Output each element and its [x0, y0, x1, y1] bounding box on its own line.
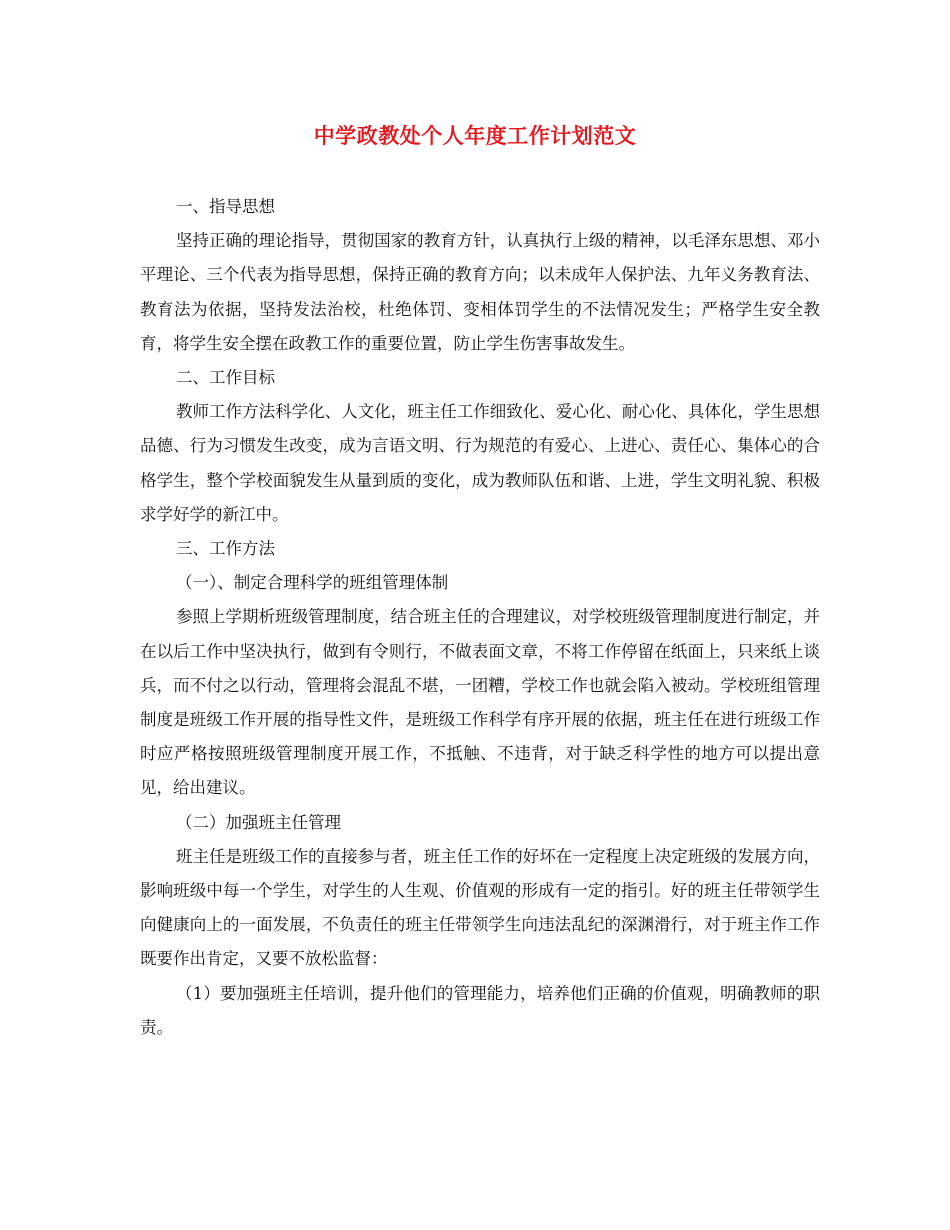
heading-work-goals: 二、工作目标: [176, 368, 275, 388]
paragraph: 教师工作方法科学化、人文化，班主任工作细致化、爱心化、耐心化、具体化，学生思想品德、行为习惯发生改变，成为言语文明、行为规范的有爱心、上进心、责任心、集体心的合格学生，整个学校面貌发生从量到质的变化，成为教师队伍和谐、上进，学生文明礼貌、积极求学好学的新江中。: [140, 402, 820, 524]
paragraph: 坚持正确的理论指导，贯彻国家的教育方针，认真执行上级的精神，以毛泽东思想、邓小平理论、三个代表为指导思想，保持正确的教育方向；以未成年人保护法、九年义务教育法、教育法为依据，坚持发法治校，杜绝体罚、变相体罚学生的不法情况发生；严格学生安全教育，将学生安全摆在政教工作的重要位置，防止学生伤害事故发生。: [140, 231, 820, 353]
subheading: （二）加强班主任管理: [176, 812, 341, 832]
heading-guiding-ideology: 一、指导思想: [176, 197, 275, 216]
paragraph: 参照上学期析班级管理制度，结合班主任的合理建议，对学校班级管理制度进行制定，并在以后工作中坚决执行，做到有令则行，不做表面文章，不将工作停留在纸面上，只来纸上谈兵，而不付之以行动，管理将会混乱不堪，一团糟，学校工作也就会陷入被动。学校班组管理制度是班级工作开展的指导性文件，是班级工作科学有序开展的依据，班主任在进行班级工作时应严格按照班级管理制度开展工作，不抵触、不违背，对于缺乏科学性的地方可以提出意见，给出建议。: [140, 607, 820, 798]
heading-work-methods: 三、工作方法: [176, 539, 275, 559]
paragraph: 班主任是班级工作的直接参与者，班主任工作的好坏在一定程度上决定班级的发展方向，影响班级中每一个学生，对学生的人生观、价值观的形成有一定的指引。好的班主任带领学生向健康向上的一面发展，不负责任的班主任带领学生向违法乱纪的深渊滑行，对于班主作工作既要作出肯定，又要不放松监督：: [140, 846, 820, 969]
document-title: 中学政教处个人年度工作计划范文: [313, 123, 637, 148]
subheading: （一）、制定合理科学的班组管理体制: [176, 573, 449, 593]
document-body: [140, 190, 820, 1045]
paragraph: （1）要加强班主任培训，提升他们的管理能力，培养他们正确的价值观，明确教师的职责。: [140, 983, 820, 1037]
